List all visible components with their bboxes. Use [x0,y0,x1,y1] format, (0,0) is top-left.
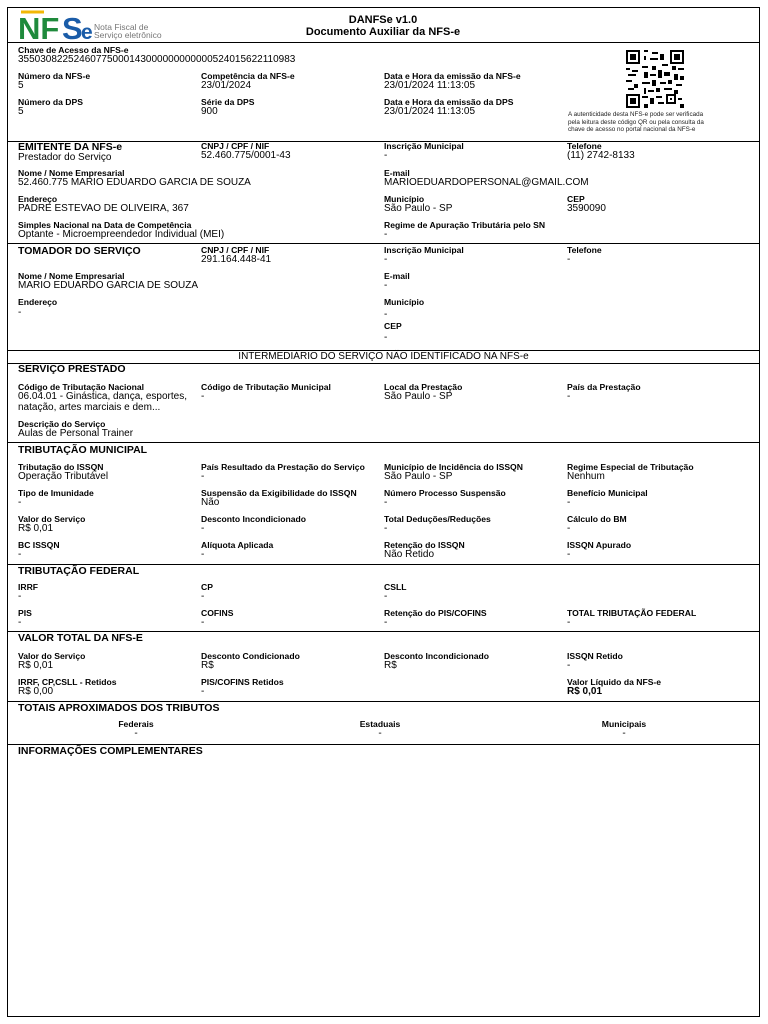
tm-field-value: - [201,549,205,560]
tm-field-value: Nenhum [567,471,605,482]
vt-field-value: R$ [384,660,397,671]
tm-field-label: Benefício Municipal [567,488,648,498]
descricao-label: Descrição do Serviço [18,419,106,429]
tm-field-label: Número Processo Suspensão [384,488,506,498]
simples-value: Optante - Microempreendedor Individual (MEI) [18,229,225,240]
tm-field-label: Desconto Incondicionado [201,514,307,524]
vt-field-value: - [567,660,571,671]
doc-subtitle: Documento Auxiliar da NFS-e [305,26,461,38]
vt-field-label: IRRF, CP,CSLL - Retidos [18,677,117,687]
emitente-nome-value: 52.460.775 MARIO EDUARDO GARCIA DE SOUZA [18,177,251,188]
divider [8,442,759,443]
tm-field-label: Valor do Serviço [18,514,86,524]
emitente-nome-label: Nome / Nome Empresarial [18,168,125,178]
qr-note-line: A autenticidade desta NFS-e pode ser verificada [568,111,704,118]
competencia-label: Competência da NFS-e [201,71,295,81]
tomador-email-value: - [384,280,388,291]
tomador-cep-label: CEP [384,321,402,331]
pais-prestacao-value: - [567,391,571,402]
valor-liquido-label: Valor Líquido da NFS-e [567,677,662,687]
tf-field-value: - [18,591,22,602]
servico-title: SERVIÇO PRESTADO [18,363,126,375]
tf-field-label: CSLL [384,582,407,592]
serie-dps-value: 900 [201,106,218,117]
vt-field-value: R$ 0,01 [18,660,54,671]
tf-field-label: Retenção do PIS/COFINS [384,608,487,618]
tomador-im-value: - [384,254,388,265]
tm-field-value: - [201,471,205,482]
tf-field-value: - [567,617,571,628]
numero-dps-value: 5 [18,106,24,117]
nfse-logo-icon [18,10,98,44]
emitente-im-label: Inscrição Municipal [384,141,464,151]
federais-label: Federais [118,719,154,729]
tm-field-label: Município de Incidência do ISSQN [384,462,523,472]
trib-municipal-title: TRIBUTAÇÃO MUNICIPAL [18,444,148,456]
vt-field-value: R$ 0,00 [18,686,54,697]
descricao-value: Aulas de Personal Trainer [18,428,134,439]
tomador-municipio-label: Município [384,297,425,307]
emitente-email-label: E-mail [384,168,410,178]
emitente-subtitle: Prestador do Serviço [18,152,112,163]
emitente-tel-label: Telefone [567,141,602,151]
vt-field-label: ISSQN Retido [567,651,623,661]
tomador-tel-value: - [567,254,571,265]
tf-field-value: - [201,617,205,628]
tm-field-label: País Resultado da Prestação do Serviço [201,462,365,472]
cod-nacional-value-2: natação, artes marciais e dem... [18,402,161,413]
emitente-email-value: MARIOEDUARDOPERSONAL@GMAIL.COM [384,177,589,188]
serie-dps-label: Série da DPS [201,97,255,107]
trib-federal-title: TRIBUTAÇÃO FEDERAL [18,565,140,577]
tf-field-label: IRRF [18,582,39,592]
tm-field-label: Tributação do ISSQN [18,462,104,472]
tomador-cnpj-label: CNPJ / CPF / NIF [201,245,270,255]
tm-field-value: - [201,523,205,534]
emissao-label: Data e Hora da emissão da NFS-e [384,71,521,81]
tm-field-value: Não [201,497,220,508]
tm-field-label: Regime Especial de Tributação [567,462,694,472]
nfse-logo [18,10,178,44]
simples-label: Simples Nacional na Data de Competência [18,220,192,230]
emitente-cnpj-label: CNPJ / CPF / NIF [201,141,270,151]
tf-field-label: TOTAL TRIBUTAÇÃO FEDERAL [567,608,697,618]
tomador-nome-value: MARIO EDUARDO GARCIA DE SOUZA [18,280,199,291]
emitente-endereco-label: Endereço [18,194,58,204]
tm-field-label: Suspensão da Exigibilidade do ISSQN [201,488,357,498]
tm-field-label: BC ISSQN [18,540,60,550]
tm-field-value: - [384,497,388,508]
cod-municipal-value: - [201,391,205,402]
tomador-nome-label: Nome / Nome Empresarial [18,271,125,281]
tm-field-value: - [567,549,571,560]
regime-sn-value: - [384,229,388,240]
tm-field-label: ISSQN Apurado [567,540,632,550]
tm-field-value: - [18,497,22,508]
logo-subtitle-1: Nota Fiscal de [94,22,149,32]
qr-code-icon [626,50,684,108]
tomador-email-label: E-mail [384,271,410,281]
municipais-label: Municipais [601,719,647,729]
pais-prestacao-label: País da Prestação [567,382,641,392]
emitente-endereco-value: PADRE ESTEVAO DE OLIVEIRA, 367 [18,203,189,214]
emitente-cep-value: 3590090 [567,203,606,214]
emitente-municipio-value: São Paulo - SP [384,203,453,214]
tm-field-label: Total Deduções/Reduções [384,514,491,524]
local-prestacao-value: São Paulo - SP [384,391,453,402]
tomador-im-label: Inscrição Municipal [384,245,464,255]
tm-field-label: Tipo de Imunidade [18,488,94,498]
tomador-tel-label: Telefone [567,245,602,255]
tomador-endereco-value: - [18,307,22,318]
doc-title: DANFSe v1.0 [348,14,418,26]
dps-emissao-value: 23/01/2024 11:13:05 [384,106,476,117]
tm-field-value: - [18,549,22,560]
emissao-value: 23/01/2024 11:13:05 [384,80,476,91]
tf-field-value: - [384,591,388,602]
valor-liquido-value: R$ 0,01 [567,686,603,697]
dps-emissao-label: Data e Hora da emissão da DPS [384,97,514,107]
emitente-im-value: - [384,150,388,161]
tm-field-label: Cálculo do BM [567,514,627,524]
estaduais-value: - [378,728,382,739]
tomador-cep-value: - [384,332,388,343]
emitente-municipio-label: Município [384,194,425,204]
qr-note-line: pela leitura deste código QR ou pela consulta da [568,118,704,126]
municipais-value: - [622,728,626,739]
access-key-value: 35503082252460775000143000000000000524015622110983 [18,54,296,65]
totais-aprox-title: TOTAIS APROXIMADOS DOS TRIBUTOS [18,702,220,714]
tm-field-value: São Paulo - SP [384,471,453,482]
competencia-value: 23/01/2024 [201,80,252,91]
valor-total-title: VALOR TOTAL DA NFS-E [18,632,143,644]
tm-field-label: Retenção do ISSQN [384,540,465,550]
emitente-cnpj-value: 52.460.775/0001-43 [201,150,291,161]
tm-field-label: Alíquota Aplicada [201,540,274,550]
tf-field-value: - [384,617,388,628]
vt-field-value: R$ [201,660,214,671]
numero-dps-label: Número da DPS [18,97,83,107]
svg-text:S: S [62,11,83,44]
intermediario-note: INTERMEDIÁRIO DO SERVIÇO NÃO IDENTIFICADO NA NFS-e [238,351,529,362]
qr-note [568,111,704,134]
tf-field-value: - [18,617,22,628]
tm-field-value: Operação Tributável [18,471,109,482]
tf-field-value: - [201,591,205,602]
emitente-cep-label: CEP [567,194,585,204]
tm-field-value: - [567,523,571,534]
vt-field-label: Desconto Incondicionado [384,651,490,661]
emitente-tel-value: (11) 2742-8133 [567,150,635,161]
divider [8,42,759,43]
vt-field-label: Valor do Serviço [18,651,86,661]
vt-field-value: - [201,686,205,697]
tm-field-value: - [567,497,571,508]
estaduais-label: Estaduais [359,719,401,729]
divider [8,243,759,244]
cod-nacional-value: 06.04.01 - Ginástica, dança, esportes, [18,391,187,402]
tomador-municipio-value: - [384,309,388,320]
tm-field-value: - [384,523,388,534]
info-complementares-title: INFORMAÇÕES COMPLEMENTARES [18,745,203,757]
numero-nfse-value: 5 [18,80,24,91]
access-key-label: Chave de Acesso da NFS-e [18,45,129,55]
tf-field-label: CP [201,582,213,592]
tm-field-value: Não Retido [384,549,435,560]
local-prestacao-label: Local da Prestação [384,382,463,392]
cod-nacional-label: Código de Tributação Nacional [18,382,145,392]
tf-field-label: COFINS [201,608,234,618]
svg-text:e: e [81,21,93,44]
emitente-title: EMITENTE DA NFS-e [18,141,123,153]
danfse-page [7,7,760,1017]
tomador-endereco-label: Endereço [18,297,58,307]
numero-nfse-label: Número da NFS-e [18,71,91,81]
svg-text:NF: NF [18,11,60,44]
regime-sn-label: Regime de Apuração Tributária pelo SN [384,220,546,230]
cod-municipal-label: Código de Tributação Municipal [201,382,331,392]
vt-field-label: PIS/COFINS Retidos [201,677,284,687]
qr-note-line: chave de acesso no portal nacional da NFS-e [568,126,696,133]
tf-field-label: PIS [18,608,32,618]
tomador-title: TOMADOR DO SERVIÇO [18,245,141,257]
tm-field-value: R$ 0,01 [18,523,54,534]
vt-field-label: Desconto Condicionado [201,651,300,661]
logo-subtitle-2: Serviço eletrônico [94,30,162,40]
federais-value: - [134,728,138,739]
tomador-cnpj-value: 291.164.448-41 [201,254,272,265]
